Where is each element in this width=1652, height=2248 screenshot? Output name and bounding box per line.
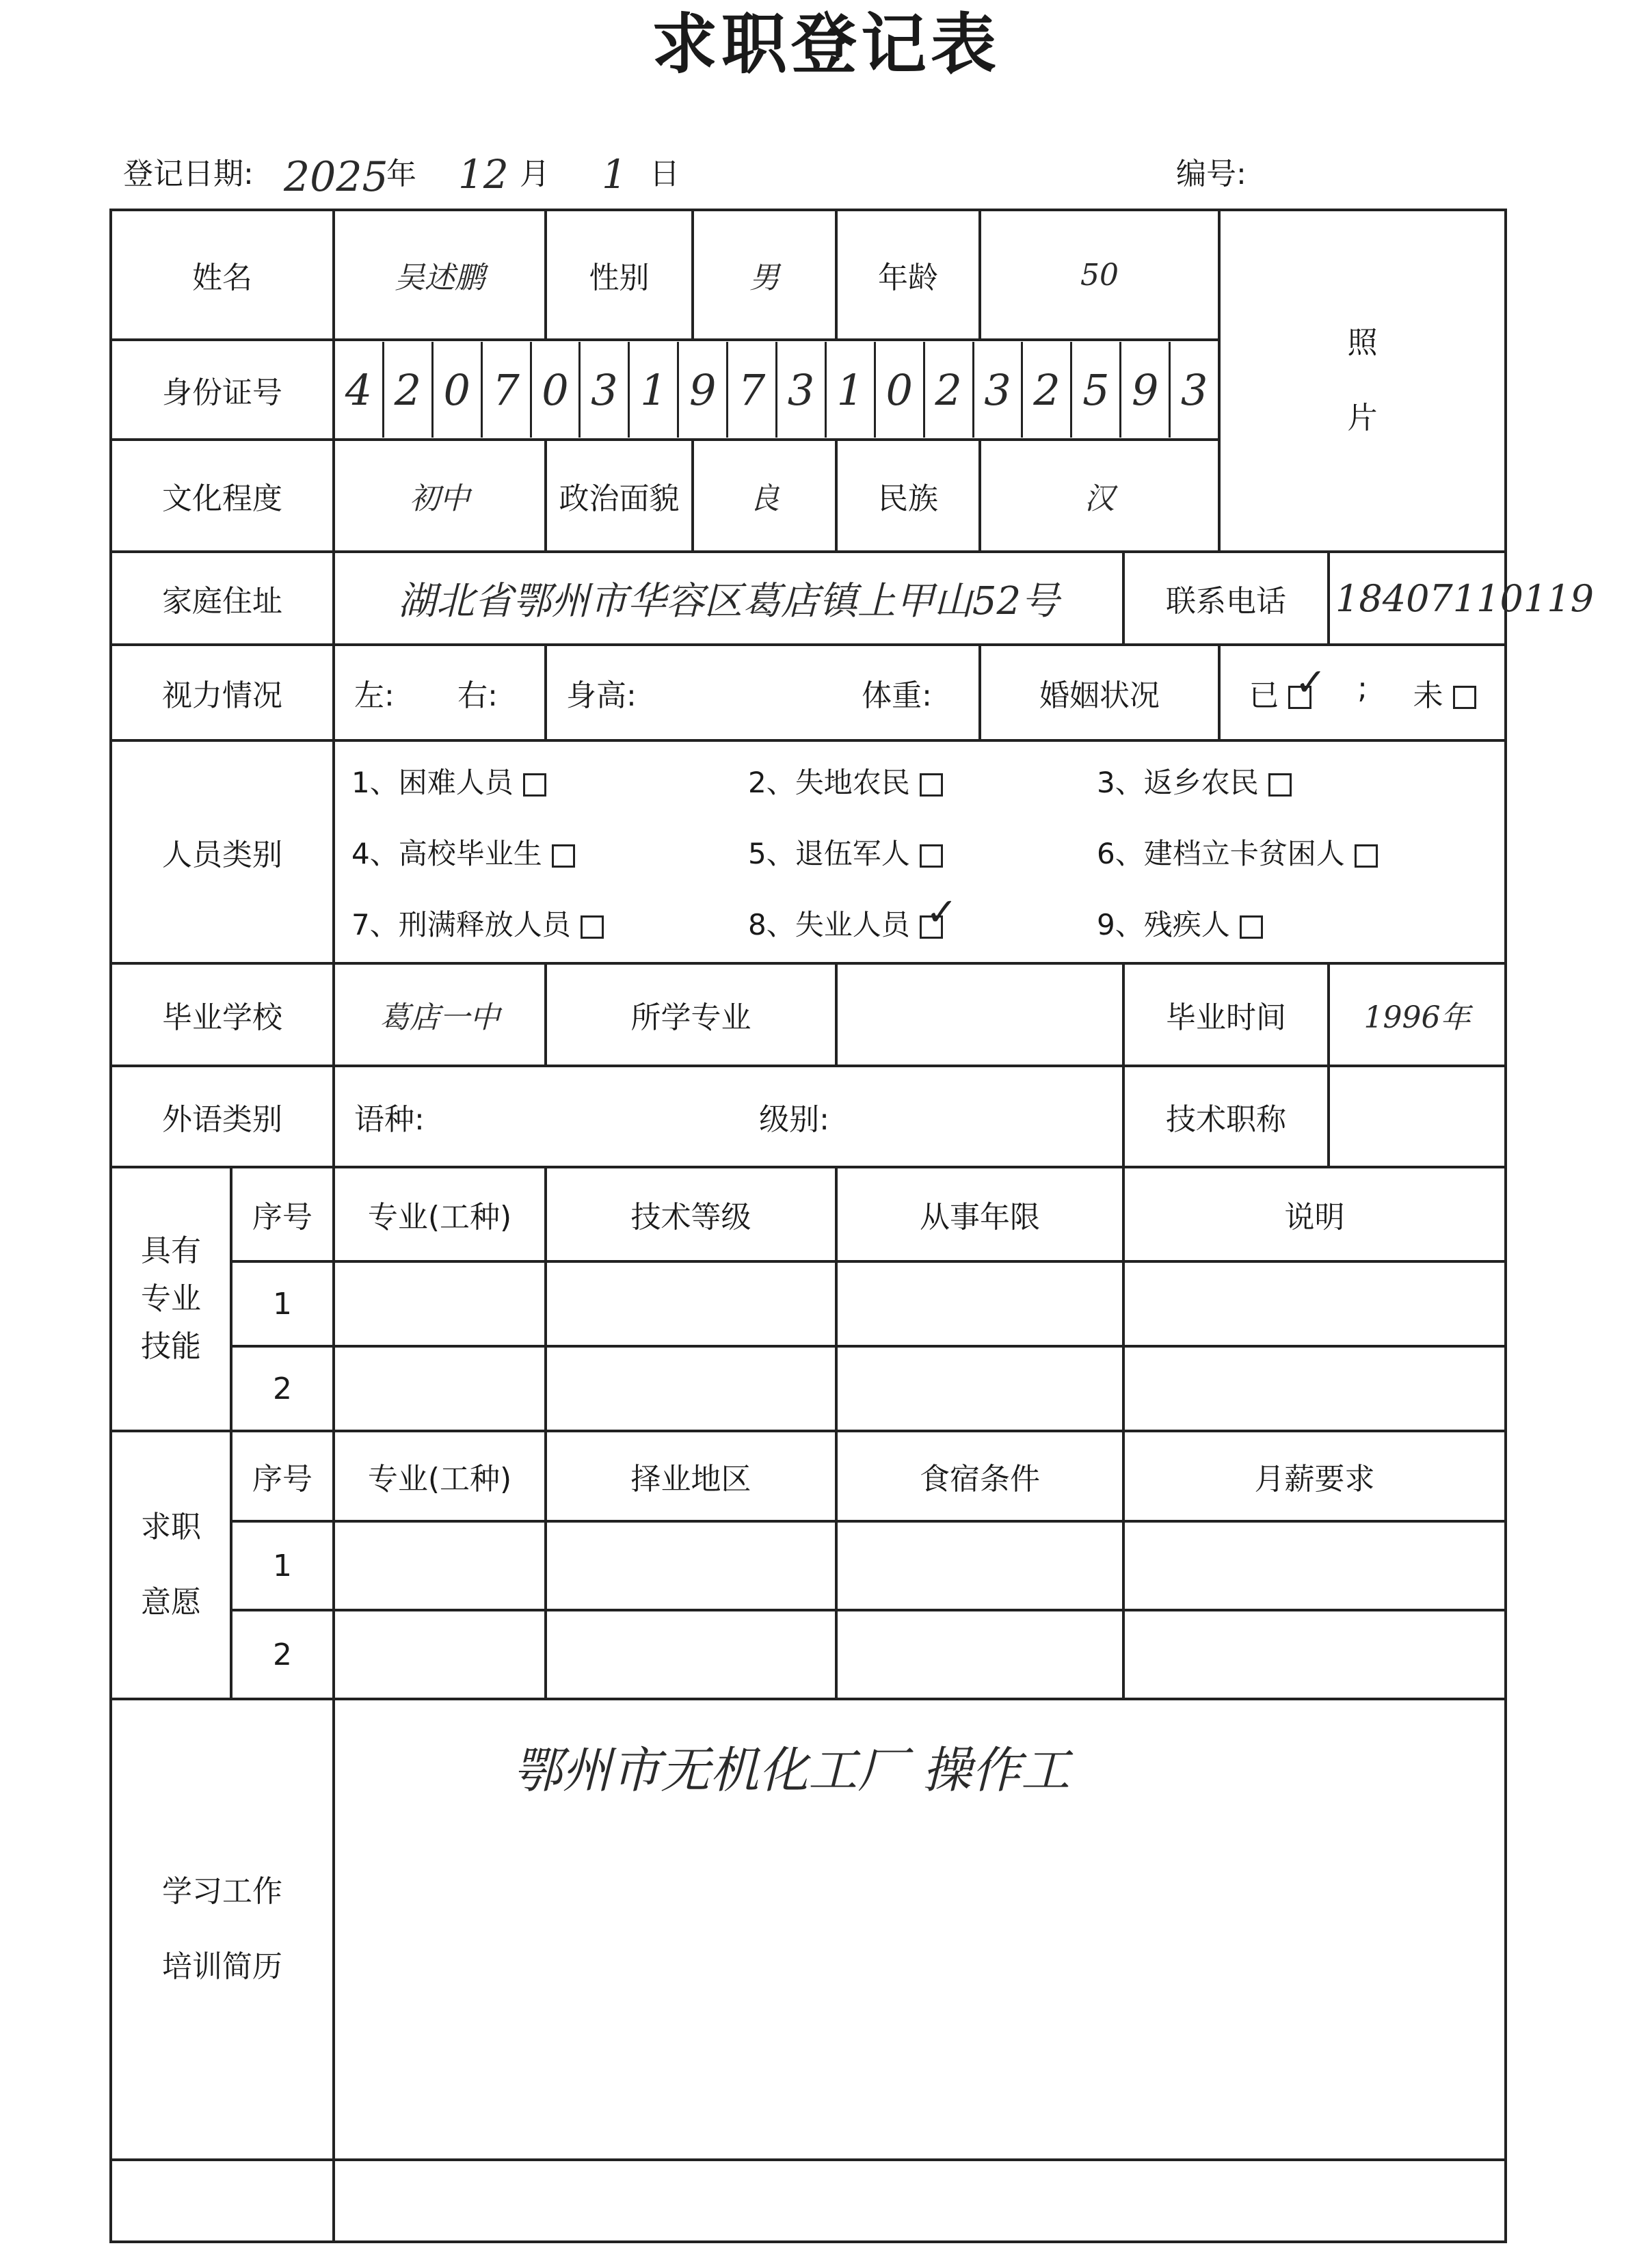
id-digit: 7 — [728, 342, 777, 438]
id-digit: 2 — [1023, 342, 1072, 438]
category-checkbox[interactable] — [1355, 844, 1378, 868]
skills-cell — [546, 1261, 836, 1346]
skills-header-notes: 说明 — [1123, 1167, 1506, 1261]
skills-label-line3: 技能 — [141, 1329, 201, 1364]
skills-row-index: 1 — [231, 1261, 334, 1346]
id-digit: 1 — [827, 342, 876, 438]
gender-label: 性别 — [546, 210, 693, 340]
category-checkbox[interactable] — [581, 915, 604, 939]
grad-time-value: 1996年 — [1329, 963, 1506, 1066]
date-label: 登记日期: — [123, 157, 254, 191]
married-checkbox[interactable] — [1288, 660, 1327, 709]
id-digit: 0 — [876, 342, 925, 438]
category-option — [748, 760, 1097, 801]
intent-label-line2: 意愿 — [141, 1585, 201, 1620]
check-mark-icon: ✓ — [1294, 660, 1327, 705]
category-option — [351, 902, 748, 944]
day-value: 1 — [602, 151, 627, 198]
category-option-label: 5、退伍军人 — [748, 837, 910, 870]
language-label: 外语类别 — [111, 1066, 334, 1167]
resume-entry: 鄂州市无机化工厂 操作工 — [513, 1741, 1070, 1799]
married-label: 已 — [1249, 678, 1279, 713]
skills-cell — [836, 1261, 1123, 1346]
intent-header-trade: 专业(工种) — [334, 1431, 546, 1521]
category-option-label: 9、残疾人 — [1097, 908, 1230, 941]
intent-header-region: 择业地区 — [546, 1431, 836, 1521]
tech-title-label: 技术职称 — [1123, 1066, 1329, 1167]
intent-row-index: 1 — [231, 1521, 334, 1610]
category-option-label: 2、失地农民 — [748, 766, 910, 799]
intent-cell — [836, 1521, 1123, 1610]
phone-label: 联系电话 — [1123, 552, 1329, 645]
category-checkbox[interactable] — [523, 773, 546, 797]
category-option-label: 4、高校毕业生 — [351, 837, 542, 870]
weight-label: 体重: — [862, 678, 932, 713]
intent-header-salary: 月薪要求 — [1123, 1431, 1506, 1521]
skills-cell — [334, 1346, 546, 1431]
skills-cell — [546, 1346, 836, 1431]
vision-left-label: 左: — [354, 678, 395, 713]
category-option-label: 6、建档立卡贫困人 — [1097, 837, 1345, 870]
bottom-row-label — [111, 2160, 334, 2242]
bottom-row-content — [334, 2160, 1506, 2242]
intent-cell — [836, 1610, 1123, 1699]
category-checkbox[interactable] — [1240, 915, 1263, 939]
gender-value: 男 — [693, 210, 836, 340]
category-checkbox[interactable] — [1268, 773, 1292, 797]
age-value: 50 — [980, 210, 1219, 340]
education-label: 文化程度 — [111, 440, 334, 552]
number-label: 编号: — [1176, 157, 1247, 191]
category-option — [1097, 760, 1480, 801]
category-option-label: 1、困难人员 — [351, 766, 514, 799]
id-digit: 0 — [434, 342, 483, 438]
id-digit: 3 — [1180, 364, 1208, 415]
category-option-label: 3、返乡农民 — [1097, 766, 1259, 799]
resume-content — [334, 1699, 1506, 2160]
age-label: 年龄 — [836, 210, 980, 340]
major-value — [836, 963, 1123, 1066]
intent-cell — [1123, 1610, 1506, 1699]
check-mark-icon: ✓ — [925, 889, 958, 935]
grad-time-label: 毕业时间 — [1123, 963, 1329, 1066]
skills-header-trade: 专业(工种) — [334, 1167, 546, 1261]
category-option — [1097, 902, 1480, 944]
marital-separator: ; — [1357, 671, 1368, 706]
id-digit: 9 — [1121, 342, 1171, 438]
category-option — [1097, 831, 1480, 872]
category-option — [351, 831, 748, 872]
name-value: 吴述鹏 — [334, 210, 546, 340]
id-digit: 0 — [532, 342, 581, 438]
id-digit: 3 — [581, 342, 630, 438]
photo-box — [1219, 210, 1506, 552]
id-number — [334, 340, 1219, 440]
ethnicity-value: 汉 — [980, 440, 1219, 552]
registration-table — [109, 209, 1594, 2243]
vision-right-label: 右: — [457, 678, 498, 713]
address-label: 家庭住址 — [111, 552, 334, 645]
category-option — [351, 760, 748, 801]
address-value: 湖北省鄂州市华容区葛店镇上甲山52号 — [334, 552, 1123, 645]
category-checkbox[interactable] — [552, 844, 575, 868]
intent-cell — [546, 1521, 836, 1610]
marital-label: 婚姻状况 — [980, 645, 1219, 740]
id-digit: 3 — [974, 342, 1024, 438]
intent-cell — [334, 1610, 546, 1699]
photo-label-2: 片 — [1347, 401, 1378, 436]
year-value: 2025 — [284, 153, 388, 201]
tech-title-value — [1329, 1066, 1506, 1167]
id-digit: 4 — [335, 342, 384, 438]
month-unit: 月 — [520, 157, 550, 191]
category-option-label: 8、失业人员 — [748, 908, 910, 941]
date-bar — [123, 147, 1491, 202]
name-label: 姓名 — [111, 210, 334, 340]
phone-value: 18407110119 — [1329, 552, 1506, 645]
skills-cell — [334, 1261, 546, 1346]
id-digit: 5 — [1072, 342, 1121, 438]
language-fields — [334, 1066, 1123, 1167]
political-label: 政治面貌 — [546, 440, 693, 552]
category-option — [748, 831, 1097, 872]
language-type-label: 语种: — [354, 1102, 425, 1137]
intent-cell — [546, 1610, 836, 1699]
intent-label-line1: 求职 — [141, 1510, 201, 1544]
skills-label-line2: 专业 — [141, 1281, 201, 1316]
intent-label — [111, 1431, 231, 1699]
skills-header-years: 从事年限 — [836, 1167, 1123, 1261]
unmarried-checkbox[interactable] — [1453, 686, 1476, 709]
photo-label-1: 照 — [1347, 325, 1378, 360]
id-label: 身份证号 — [111, 340, 334, 440]
height-label: 身高: — [566, 678, 637, 713]
day-unit: 日 — [650, 157, 680, 191]
intent-row-index: 2 — [231, 1610, 334, 1699]
id-digit: 2 — [925, 342, 974, 438]
school-label: 毕业学校 — [111, 963, 334, 1066]
school-value: 葛店一中 — [334, 963, 546, 1066]
education-value: 初中 — [334, 440, 546, 552]
vision-value — [334, 645, 546, 740]
skills-label — [111, 1167, 231, 1431]
skills-header-level: 技术等级 — [546, 1167, 836, 1261]
unmarried-label: 未 — [1413, 678, 1443, 713]
intent-header-index: 序号 — [231, 1431, 334, 1521]
intent-header-lodging: 食宿条件 — [836, 1431, 1123, 1521]
category-checkbox[interactable] — [920, 773, 943, 797]
resume-label-line2: 培训简历 — [162, 1949, 282, 1984]
skills-cell — [1123, 1261, 1506, 1346]
resume-label-line1: 学习工作 — [162, 1874, 282, 1909]
vision-label: 视力情况 — [111, 645, 334, 740]
skills-cell — [836, 1346, 1123, 1431]
marital-value — [1219, 645, 1506, 740]
category-label: 人员类别 — [111, 740, 334, 963]
id-digit: 3 — [777, 342, 827, 438]
id-digit: 1 — [630, 342, 679, 438]
ethnicity-label: 民族 — [836, 440, 980, 552]
skills-label-line1: 具有 — [141, 1233, 201, 1268]
id-digit: 2 — [384, 342, 434, 438]
language-level-label: 级别: — [759, 1102, 829, 1137]
id-digit: 9 — [679, 342, 728, 438]
year-unit: 年 — [386, 157, 416, 191]
category-checkbox[interactable] — [920, 889, 958, 939]
political-value: 良 — [693, 440, 836, 552]
skills-cell — [1123, 1346, 1506, 1431]
intent-cell — [334, 1521, 546, 1610]
body-measure — [546, 645, 980, 740]
form-title: 求职登记表 — [652, 5, 1000, 83]
intent-cell — [1123, 1521, 1506, 1610]
id-digit: 7 — [483, 342, 532, 438]
skills-header-index: 序号 — [231, 1167, 334, 1261]
category-option — [748, 889, 1097, 944]
category-checkbox[interactable] — [920, 844, 943, 868]
skills-row-index: 2 — [231, 1346, 334, 1431]
resume-label — [111, 1699, 334, 2160]
month-value: 12 — [458, 151, 509, 198]
category-options — [334, 740, 1506, 963]
category-option-label: 7、刑满释放人员 — [351, 908, 571, 941]
major-label: 所学专业 — [546, 963, 836, 1066]
